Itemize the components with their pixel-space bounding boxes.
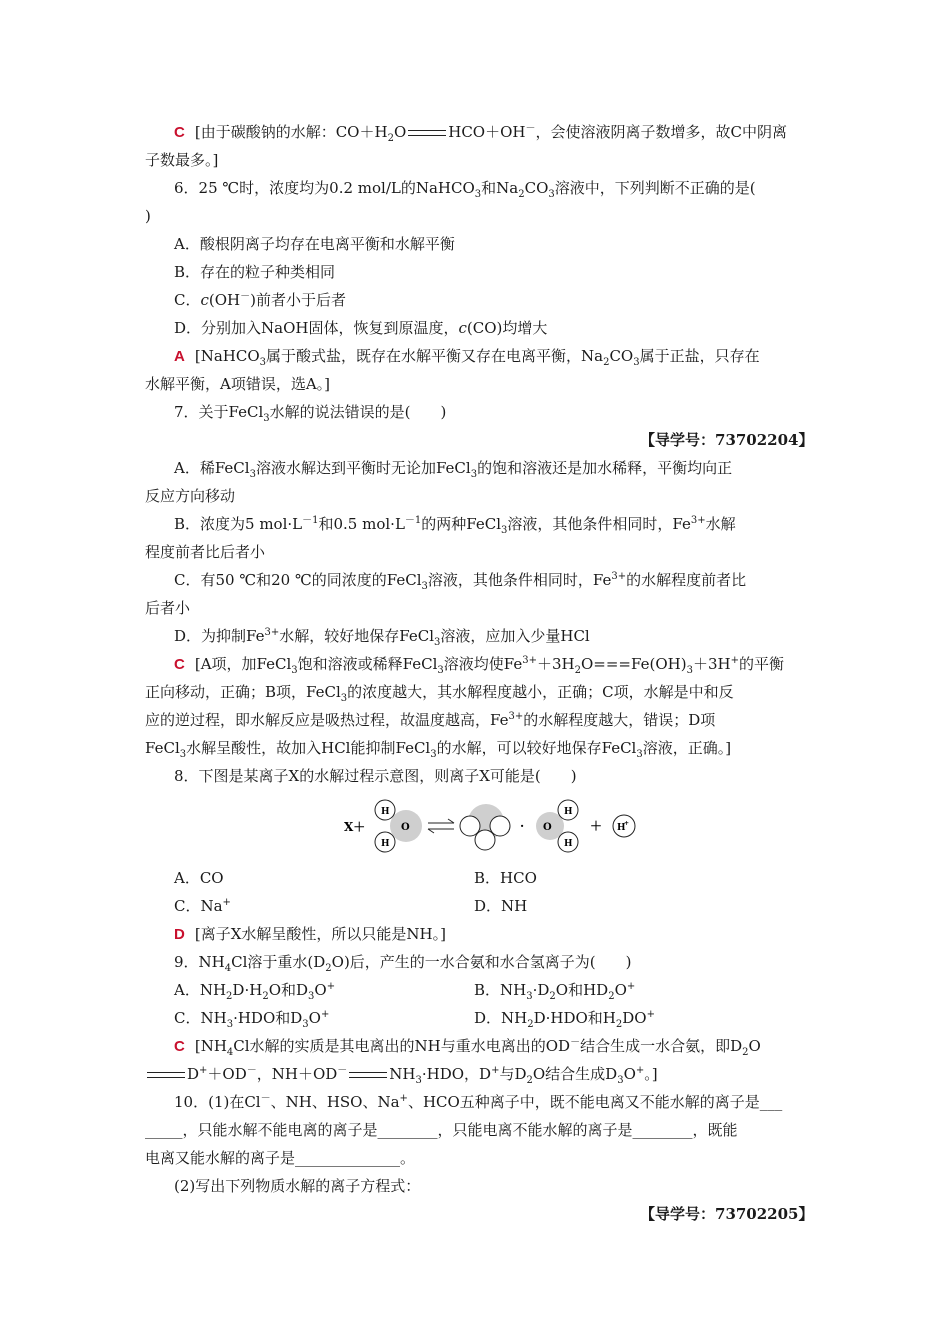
subscript: 3: [501, 525, 508, 536]
q9-stem: [174, 952, 632, 972]
text: )前者小于后者: [250, 291, 346, 309]
text: ，NH＋OD: [256, 1065, 338, 1083]
text: [离子X水解呈酸性，所以只能是NH。]: [194, 925, 446, 943]
text: D: [187, 1065, 200, 1083]
answer-letter: A: [174, 348, 185, 365]
q10-line-2: _____，只能水解不能电离的离子是________，只能电离不能水解的离子是________，既能: [145, 1121, 738, 1139]
ion-atom: [475, 830, 495, 850]
text: A．NH: [174, 981, 227, 999]
text: [由于碳酸钠的水解：CO＋H: [194, 123, 388, 141]
q9-option-c: [174, 1008, 329, 1028]
hydrogen-label: H: [564, 807, 573, 817]
text: (CO)均增大: [466, 319, 548, 337]
subscript: 3: [474, 189, 482, 200]
superscript: +: [222, 897, 231, 908]
q6-answer-line-1: [174, 346, 760, 367]
subscript: 2: [262, 991, 269, 1002]
text: ·HDO和D: [233, 1009, 303, 1027]
text: ·HDO，D: [421, 1065, 492, 1083]
q8-option-d: D．NH: [474, 897, 528, 915]
subscript: 4: [224, 963, 232, 974]
text: 正向移动，正确；B项，FeCl: [145, 683, 341, 701]
dot-label: ·: [520, 819, 525, 833]
text: B．NH: [474, 981, 527, 999]
q10-guide-number: 【导学号：73702205】: [640, 1205, 814, 1223]
answer-letter: C: [174, 124, 185, 141]
text: 属于酸式盐，既存在水解平衡又存在电离平衡，Na: [266, 347, 604, 365]
text: [NaHCO: [194, 347, 260, 365]
superscript: －1: [302, 515, 319, 526]
text: 溶液水解达到平衡时无论加FeCl: [255, 459, 471, 477]
text: 溶液中，下列判断不正确的是(: [554, 179, 756, 197]
superscript: 3+: [611, 571, 627, 582]
q10-line-3: 电离又能水解的离子是______________。: [145, 1149, 416, 1167]
superscript: +: [646, 1009, 655, 1020]
text: FeCl: [145, 739, 180, 757]
text: [A项，加FeCl: [194, 655, 292, 673]
text: ＋3H: [537, 655, 575, 673]
text: HCO＋OH: [448, 123, 526, 141]
text: 的水解程度前者比: [626, 571, 747, 589]
subscript: 3: [340, 693, 348, 704]
text: A．稀FeCl: [174, 459, 250, 477]
subscript: 3: [415, 1075, 422, 1086]
text: Cl水解的实质是其电离出的NH与重水电离出的OD: [233, 1037, 571, 1055]
text: 的饱和溶液还是加水稀释，平衡均向正: [477, 459, 733, 477]
subscript: 3: [633, 357, 640, 368]
superscript: +: [491, 1065, 500, 1076]
q9-answer-line-1: [174, 1036, 761, 1057]
text: Cl溶于重水(D: [231, 953, 326, 971]
text: ＋OD: [207, 1065, 247, 1083]
text: c: [200, 291, 209, 309]
answer-blank: ___: [759, 1093, 783, 1111]
text: (OH: [208, 291, 241, 309]
subscript: 2: [518, 189, 525, 200]
text: 水解的说法错误的是( ): [269, 403, 447, 421]
text: C．NH: [174, 1009, 227, 1027]
text: CO: [524, 179, 549, 197]
q7-answer-line-1: [174, 654, 784, 675]
text: 属于正盐，只存在: [639, 347, 760, 365]
text: O: [614, 981, 627, 999]
text: 结合生成一水合氨，即D: [580, 1037, 743, 1055]
subscript: 2: [608, 991, 615, 1002]
subscript: 2: [325, 963, 332, 974]
text: O: [393, 123, 407, 141]
subscript: 2: [615, 1019, 623, 1030]
proton-charge: +: [624, 820, 630, 827]
q7-guide-number: 【导学号：73702204】: [640, 431, 814, 449]
subscript: 3: [434, 637, 441, 648]
superscript: 3+: [690, 515, 706, 526]
superscript: 3+: [508, 711, 524, 722]
superscript: －: [570, 1037, 581, 1048]
text: 的水解程度越大，错误；D项: [523, 711, 716, 729]
q7-option-b-line-1: [174, 514, 736, 534]
text: C．Na: [174, 897, 223, 915]
q5-answer-line-1: [174, 122, 787, 143]
q7-answer-line-4: [145, 738, 731, 758]
ion-atom: [460, 816, 480, 836]
q8-answer: [174, 924, 446, 945]
text: 、HCO五种离子中，既不能电离又不能水解的离子是: [407, 1093, 760, 1111]
text: 。]: [644, 1065, 658, 1083]
text: 9．NH: [174, 953, 225, 971]
oxygen-label: O: [401, 822, 410, 833]
text: 水解呈酸性，故加入HCl能抑制FeCl: [186, 739, 431, 757]
text: C．: [174, 291, 201, 309]
q6-option-b: B．存在的粒子种类相同: [174, 263, 336, 281]
q7-option-c-line-2: 后者小: [145, 599, 191, 617]
text: 水解，较好地保存FeCl: [279, 627, 434, 645]
text: 的浓度越大，其水解程度越小，正确；C项，水解是中和反: [347, 683, 734, 701]
oxygen-label: O: [543, 822, 552, 833]
text: D·HDO和H: [533, 1009, 616, 1027]
text: O: [314, 981, 327, 999]
answer-letter: C: [174, 1038, 185, 1055]
text: 的平衡: [738, 655, 784, 673]
text: O和D: [268, 981, 309, 999]
q9-option-b: [474, 980, 635, 1000]
text: O: [748, 1037, 761, 1055]
text: c: [458, 319, 467, 337]
text: C．有50 ℃和20 ℃的同浓度的FeCl: [174, 571, 422, 589]
proton-label: H: [617, 823, 626, 833]
text: D·H: [232, 981, 263, 999]
text: 的水解，可以较好地保存FeCl: [436, 739, 637, 757]
subscript: 3: [302, 1019, 309, 1030]
q7-answer-line-2: [145, 682, 734, 702]
text: O和HD: [555, 981, 609, 999]
superscript: －: [260, 1093, 271, 1104]
subscript: 2: [603, 357, 610, 368]
text: 10．(1)在Cl: [174, 1093, 261, 1111]
text: 溶液，其他条件相同时，Fe: [507, 515, 691, 533]
q7-option-a-line-1: [174, 458, 732, 478]
subscript: 2: [742, 1047, 749, 1058]
ion-atom: [490, 816, 510, 836]
text: NH: [389, 1065, 416, 1083]
text: 水解: [705, 515, 736, 533]
text: ·D: [532, 981, 550, 999]
subscript: 3: [548, 189, 555, 200]
subscript: 2: [226, 991, 233, 1002]
text: 、NH、HSO、Na: [270, 1093, 400, 1111]
subscript: 3: [263, 413, 270, 424]
answer-letter: C: [174, 656, 185, 673]
text: DO: [622, 1009, 647, 1027]
q6-answer-line-2: 水解平衡，A项错误，选A。]: [145, 375, 331, 393]
superscript: －: [525, 123, 536, 134]
text: D．分别加入NaOH固体，恢复到原温度，: [174, 319, 459, 337]
plus-label: ＋: [590, 819, 603, 833]
text: 7．关于FeCl: [174, 403, 264, 421]
text: ，会使溶液阴离子数增多，故C中阴离: [535, 123, 787, 141]
q6-option-a: A．酸根阴离子均存在电离平衡和水解平衡: [174, 235, 455, 253]
text: 应的逆过程，即水解反应是吸热过程，故温度越高，Fe: [145, 711, 509, 729]
text: O: [623, 1065, 636, 1083]
text: 溶液，正确。]: [642, 739, 732, 757]
subscript: 2: [574, 665, 581, 676]
equilibrium-arrow-icon: [147, 1071, 185, 1079]
subscript: 3: [470, 469, 478, 480]
q6-stem-line-2: ): [145, 207, 151, 225]
q8-option-b: B．HCO: [474, 869, 537, 887]
text: O)后，产生的一水合氨和水合氢离子为( ): [331, 953, 632, 971]
subscript: 3: [636, 749, 643, 760]
subscript: 3: [308, 991, 315, 1002]
text: 和Na: [481, 179, 519, 197]
subscript: 3: [226, 1019, 234, 1030]
subscript: 3: [686, 665, 693, 676]
q9-option-a: [174, 980, 335, 1000]
text: 溶液，应加入少量HCl: [440, 627, 590, 645]
text: 和0.5 mol·L: [318, 515, 405, 533]
q9-answer-line-2: [145, 1064, 658, 1084]
subscript: 3: [421, 581, 428, 592]
text: 与D: [499, 1065, 527, 1083]
subscript: 3: [430, 749, 437, 760]
q10-line-1: [174, 1092, 782, 1112]
text: O结合生成D: [532, 1065, 618, 1083]
subscript: 3: [437, 665, 444, 676]
subscript: 2: [527, 1019, 534, 1030]
q7-option-b-line-2: 程度前者比后者小: [145, 543, 266, 561]
subscript: 3: [291, 665, 298, 676]
text: CO: [609, 347, 634, 365]
text: O===Fe(OH): [581, 655, 687, 673]
answer-letter: D: [174, 926, 185, 943]
equilibrium-arrow-icon: [408, 129, 446, 137]
equilibrium-arrow-icon: [428, 819, 454, 833]
hydrolysis-diagram: [340, 794, 640, 860]
subscript: 2: [549, 991, 556, 1002]
subscript: 3: [526, 991, 533, 1002]
q7-answer-line-3: [145, 710, 715, 730]
text: [NH: [194, 1037, 227, 1055]
superscript: +: [320, 1009, 330, 1020]
q6-option-c: [174, 290, 346, 310]
q6-option-d: [174, 318, 547, 338]
subscript: 2: [387, 133, 394, 144]
superscript: －: [337, 1065, 348, 1076]
superscript: －: [246, 1065, 257, 1076]
hydrogen-label: H: [564, 839, 573, 849]
q7-stem: [174, 402, 446, 422]
text: O: [308, 1009, 321, 1027]
text: B．浓度为5 mol·L: [174, 515, 303, 533]
text: ＋3H: [692, 655, 731, 673]
superscript: 3+: [522, 655, 537, 666]
superscript: +: [626, 981, 636, 992]
superscript: +: [199, 1065, 208, 1076]
subscript: 3: [259, 357, 266, 368]
q8-stem: 8．下图是某离子X的水解过程示意图，则离子X可能是( ): [174, 767, 577, 785]
text: 溶液，其他条件相同时，Fe: [427, 571, 612, 589]
subscript: 3: [617, 1075, 624, 1086]
text: 6．25 ℃时，浓度均为0.2 mol/L的NaHCO: [174, 179, 475, 197]
superscript: +: [730, 655, 739, 666]
q7-option-d: [174, 626, 590, 646]
equilibrium-arrow-icon: [349, 1071, 387, 1079]
superscript: 3+: [264, 627, 280, 638]
subscript: 3: [179, 749, 187, 760]
q7-option-c-line-1: [174, 570, 746, 590]
hydrogen-label: H: [381, 839, 390, 849]
superscript: +: [326, 981, 336, 992]
text: 的两种FeCl: [421, 515, 502, 533]
superscript: +: [399, 1093, 408, 1104]
text: D．为抑制Fe: [174, 627, 265, 645]
subscript: 3: [249, 469, 256, 480]
q8-option-a: A．CO: [174, 869, 224, 887]
superscript: +: [635, 1065, 645, 1076]
q8-option-c: [174, 896, 231, 916]
text: D．NH: [474, 1009, 528, 1027]
subscript: 4: [226, 1047, 234, 1058]
q10-line-4: (2)写出下列物质水解的离子方程式：: [174, 1177, 421, 1195]
hydrogen-label: H: [381, 807, 390, 817]
superscript: －1: [404, 515, 422, 526]
q6-stem: [174, 178, 756, 198]
x-label: X＋: [344, 820, 366, 834]
text: 溶液均使Fe: [443, 655, 523, 673]
q5-answer-line-2: 子数最多。]: [145, 151, 219, 169]
q9-option-d: [474, 1008, 655, 1028]
q7-option-a-line-2: 反应方向移动: [145, 487, 236, 505]
text: 饱和溶液或稀释FeCl: [297, 655, 438, 673]
superscript: －: [240, 291, 251, 302]
subscript: 2: [526, 1075, 533, 1086]
